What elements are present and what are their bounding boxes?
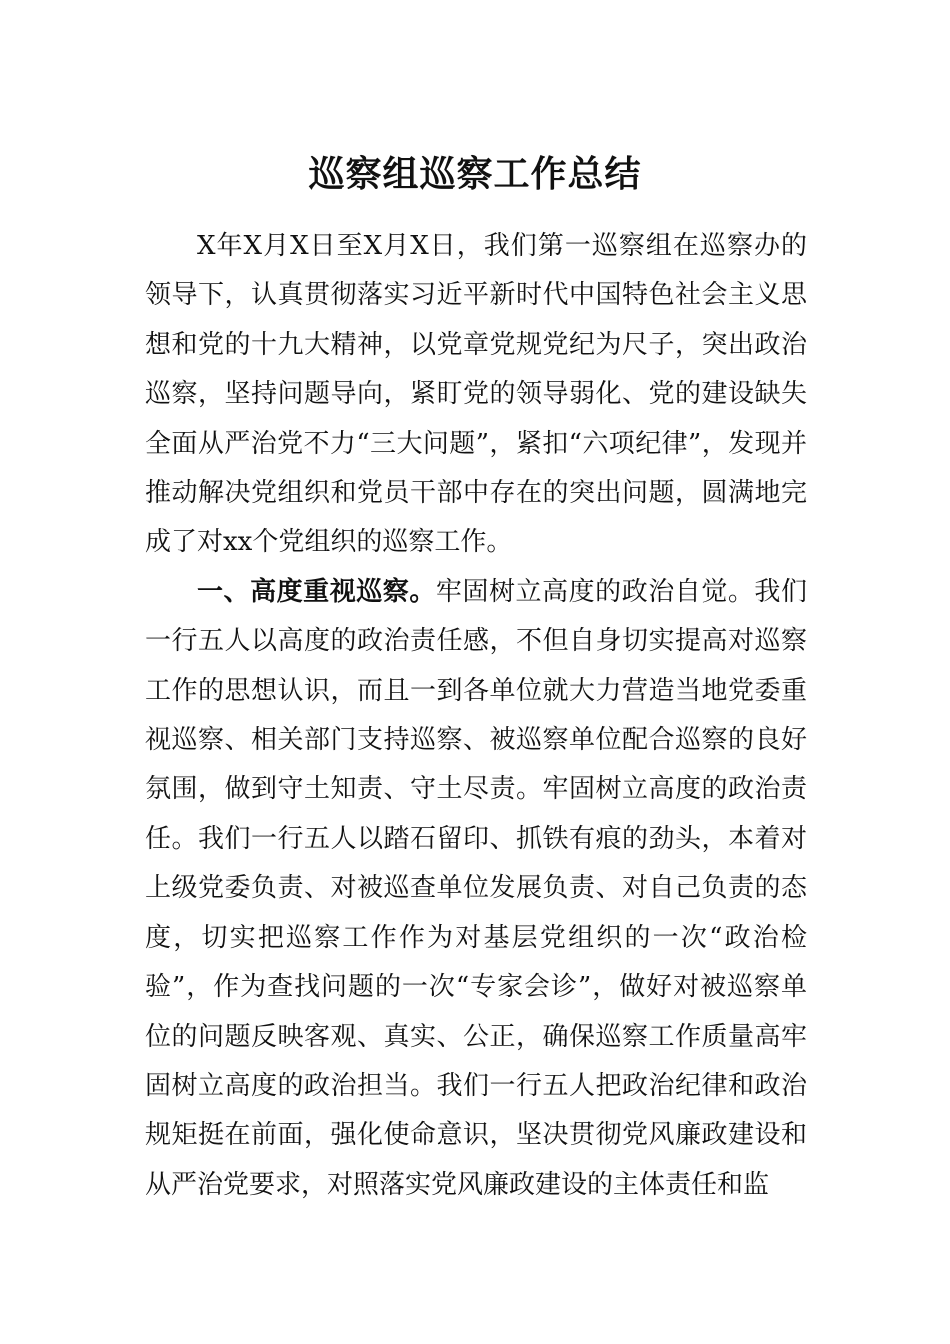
section-1-text: 牢固树立高度的政治自觉。我们一行五人以高度的政治责任感，不但自身切实提高对巡察工作的思想认识，而且一到各单位就大力营造当地党委重视巡察、相关部门支持巡察、被巡察单位配合巡察的良好氛围，做到守土知责、守土尽责。牢固树立高度的政治责任。我们一行五人以踏石留印、抓铁有痕的劲头，本着对上级党委负责、对被巡查单位发展负责、对自己负责的态度，切实把巡察工作作为对基层党组织的一次“政治检验”，作为查找问题的一次“专家会诊”，做好对被巡察单位的问题反映客观、真实、公正，确保巡察工作质量高牢固树立高度的政治担当。我们一行五人把政治纪律和政治规矩挺在前面，强化使命意识，坚决贯彻党风廉政建设和从严治党要求，对照落实党风廉政建设的主体责任和监 bbox=[145, 576, 807, 1200]
document-body bbox=[145, 222, 807, 1210]
document-title: 巡察组巡察工作总结 bbox=[308, 153, 642, 195]
section-1-heading: 一、高度重视巡察。 bbox=[197, 576, 436, 607]
intro-paragraph: X年X月X日至X月X日，我们第一巡察组在巡察办的领导下，认真贯彻落实习近平新时代中国特色社会主义思想和党的十九大精神，以党章党规党纪为尺子，突出政治巡察，坚持问题导向，紧盯党的领导弱化、党的建设缺失全面从严治党不力“三大问题”，紧扣“六项纪律”，发现并推动解决党组织和党员干部中存在的突出问题，圆满地完成了对xx个党组织的巡察工作。 bbox=[145, 231, 807, 558]
section-1-paragraph bbox=[145, 568, 807, 1210]
